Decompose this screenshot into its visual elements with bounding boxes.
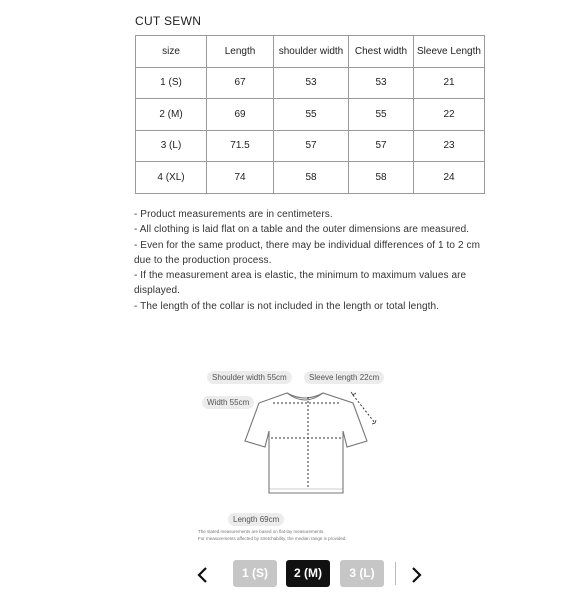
- tshirt-illustration: [235, 383, 395, 503]
- size-pager: [0, 560, 577, 590]
- size-table: [135, 35, 485, 194]
- fine-print: The stated measurements are based on flat-lay measurements.: [198, 529, 325, 534]
- table-row: [136, 162, 485, 194]
- table-cell: 53: [349, 67, 414, 99]
- note-line: - Even for the same product, there may be individual differences of 1 to 2 cm due to the production process.: [134, 239, 481, 266]
- measurement-notes: [134, 207, 484, 314]
- column-header: size: [136, 36, 207, 68]
- length-label: Length 69cm: [228, 513, 284, 526]
- shoulder-width-label: Shoulder width 55cm: [207, 371, 292, 384]
- table-cell: 57: [274, 130, 349, 162]
- table-cell: 69: [207, 99, 274, 131]
- table-cell: 21: [414, 67, 485, 99]
- table-cell: 2 (M): [136, 99, 207, 131]
- table-cell: 4 (XL): [136, 162, 207, 194]
- table-cell: 67: [207, 67, 274, 99]
- column-header: shoulder width: [274, 36, 349, 68]
- table-cell: 55: [274, 99, 349, 131]
- table-cell: 55: [349, 99, 414, 131]
- note-line: - All clothing is laid flat on a table and the outer dimensions are measured.: [134, 224, 470, 236]
- table-cell: 22: [414, 99, 485, 131]
- table-cell: 53: [274, 67, 349, 99]
- table-row: [136, 67, 485, 99]
- note-line: - The length of the collar is not included in the length or total length.: [134, 300, 440, 312]
- table-cell: 57: [349, 130, 414, 162]
- column-header: Length: [207, 36, 274, 68]
- table-cell: 3 (L): [136, 130, 207, 162]
- table-cell: 24: [414, 162, 485, 194]
- sleeve-length-label: Sleeve length 22cm: [304, 371, 384, 384]
- table-cell: 1 (S): [136, 67, 207, 99]
- column-header: Chest width: [349, 36, 414, 68]
- table-cell: 74: [207, 162, 274, 194]
- pager-divider: [395, 562, 396, 585]
- fine-print: For measurements affected by stretchability, the median range is provided.: [198, 536, 347, 541]
- chevron-right-icon[interactable]: [406, 562, 426, 588]
- note-line: - If the measurement area is elastic, the minimum to maximum values are displayed.: [134, 270, 467, 297]
- section-title: CUT SEWN: [135, 14, 202, 28]
- size-tab-3[interactable]: 3 (L): [340, 560, 384, 587]
- table-cell: 23: [414, 130, 485, 162]
- note-line: - Product measurements are in centimeters.: [134, 209, 333, 220]
- table-cell: 71.5: [207, 130, 274, 162]
- size-tab-1[interactable]: 1 (S): [233, 560, 277, 587]
- table-row: [136, 130, 485, 162]
- table-row: [136, 99, 485, 131]
- table-cell: 58: [274, 162, 349, 194]
- width-label: Width 55cm: [202, 396, 254, 409]
- chevron-left-icon[interactable]: [193, 562, 213, 588]
- table-header-row: [136, 36, 485, 68]
- column-header: Sleeve Length: [414, 36, 485, 68]
- size-tab-2[interactable]: 2 (M): [286, 560, 330, 587]
- table-cell: 58: [349, 162, 414, 194]
